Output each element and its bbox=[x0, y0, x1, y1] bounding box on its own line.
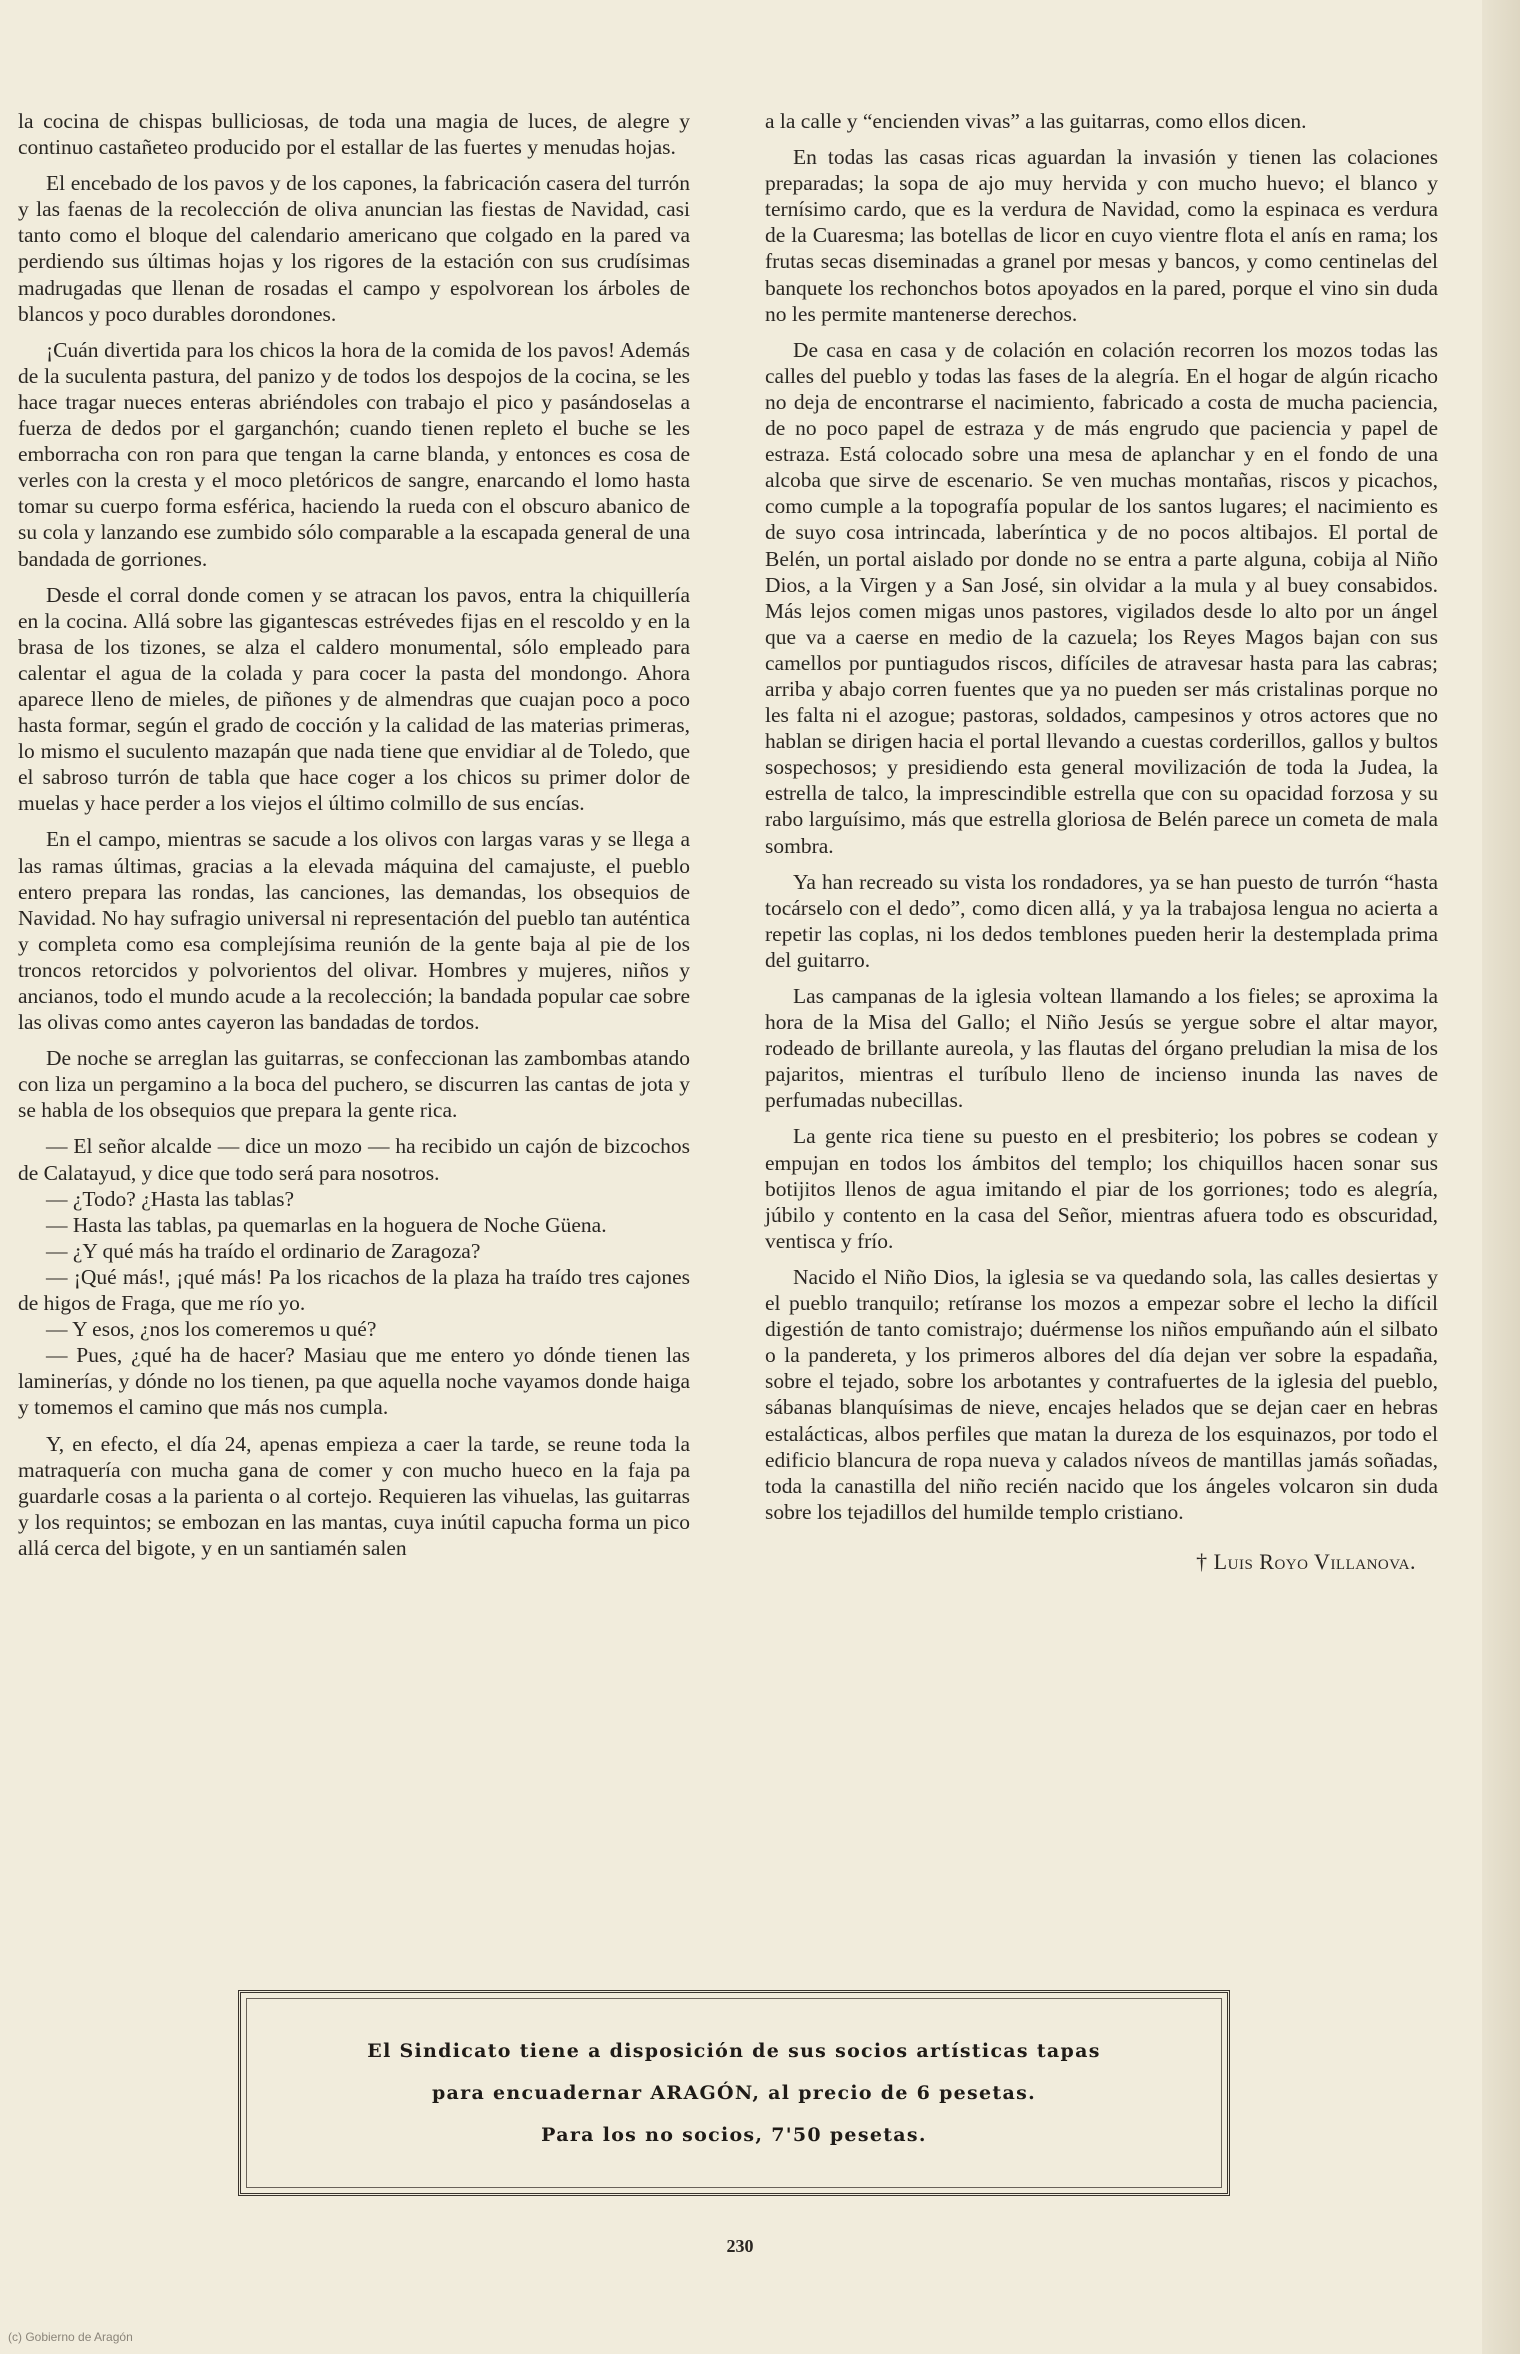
paragraph: Nacido el Niño Dios, la iglesia se va quedando sola, las calles desiertas y el pueblo tranquilo; retíranse los mozos a empezar sobre el lecho la difícil digestión de tanto comistrajo; duérmense los niños empuñando aún el silbato o la pandereta, y los primeros albores del día dejan ver sobre la espadaña, sobre el tejado, sobre los arbotantes y contrafuertes de la iglesia del pueblo, sábanas blanquísimas de nieve, encajes helados que se dejan caer en hebras estalácticas, albos perfiles que matan la dureza de los esquinazos, por todo el edificio blancura de ropa nueva y calados níveos de mantillas jamás soñadas, toda la canastilla del niño recién nacido que los ángeles volcaron sin duda sobre los tejadillos del humilde templo cristiano. bbox=[765, 1264, 1438, 1524]
dialogue-line: — ¿Y qué más ha traído el ordinario de Zaragoza? bbox=[46, 1238, 481, 1263]
page-number: 230 bbox=[726, 2236, 754, 2256]
paragraph: Y, en efecto, el día 24, apenas empieza a caer la tarde, se reune toda la matraquería con mucha gana de comer y con mucho hueco en la faja pa guardarle cosas a la parienta o al cortejo. Requieren las vihuelas, las guitarras y los requintos; se embozan en las mantas, cuya inútil capucha forma un pico allá cerca del bigote, y en un santiamén salen bbox=[18, 1431, 690, 1560]
paragraph: Desde el corral donde comen y se atracan los pavos, entra la chiquillería en la cocina. Allá sobre las gigantescas estrévedes fijas en el rescoldo y en la brasa de los tizones, se alza el caldero monumental, sólo empleado para calentar el agua de la colada y para cocer la pasta del mondongo. Ahora aparece lleno de mieles, de piñones y de almendras que cuajan poco a poco hasta formar, según el grado de cocción y la calidad de las materias primeras, lo mismo el suculento mazapán que nada tiene que envidiar al de Toledo, que el sabroso turrón de tabla que hace coger a los chicos su primer dolor de muelas y hace perder a los viejos el último colmillo de sus encías. bbox=[18, 582, 690, 816]
paragraph: La gente rica tiene su puesto en el presbiterio; los pobres se codean y empujan en todos los ámbitos del templo; los chiquillos hacen sonar sus botijitos llenos de agua imitando el piar de los gorriones; todo es alegría, júbilo y contento en la casa del Señor, mientras afuera todo es obscuridad, ventisca y frío. bbox=[765, 1124, 1438, 1253]
right-column bbox=[765, 108, 1438, 1575]
dialogue-line: — ¿Todo? ¿Hasta las tablas? bbox=[46, 1186, 295, 1211]
copyright-credit: (c) Gobierno de Aragón bbox=[8, 2330, 133, 2344]
page-edge bbox=[1482, 0, 1520, 2354]
dialogue-line: — Y esos, ¿nos los comeremos u qué? bbox=[46, 1317, 377, 1342]
paragraph: Las campanas de la iglesia voltean llamando a los fieles; se aproxima la hora de la Misa del Gallo; el Niño Jesús se yergue sobre el altar mayor, rodeado de brillante aureola, y las flautas del órgano preludian la misa de los pajaritos, mientras el turíbulo lleno de incienso inunda las naves de perfumadas nubecillas. bbox=[765, 984, 1438, 1113]
notice-line: Para los no socios, 7'50 pesetas. bbox=[541, 2124, 927, 2146]
notice-line: El Sindicato tiene a disposición de sus socios artísticas tapas bbox=[367, 2040, 1101, 2062]
paragraph: De noche se arreglan las guitarras, se confeccionan las zambombas atando con liza un pergamino a la boca del puchero, se discurren las cantas de jota y se habla de los obsequios que prepara la gente rica. bbox=[18, 1046, 690, 1123]
paragraph: De casa en casa y de colación en colación recorren los mozos todas las calles del pueblo y todas las fases de la alegría. En el hogar de algún ricacho no deja de encontrarse el nacimiento, fabricado a costa de mucha paciencia, de no poco papel de estraza y de más engrudo que paciencia y papel de estraza. Está colocado sobre una mesa de aplanchar y en el fondo de una alcoba que sirve de escenario. Se ven muchas montañas, riscos y picachos, como cumple a la topografía popular de los santos lugares; el nacimiento es de suyo cosa intrincada, laberíntica y de no pocos altibajos. El portal de Belén, un portal aislado por donde no se entra a parte alguna, cobija al Niño Dios, a la Virgen y a San José, sin olvidar a la mula y al buey consabidos. Más lejos comen migas unos pastores, vigilados desde lo alto por un ángel que va a caerse en medio de la cazuela; los Reyes Magos bajan con sus camellos por puntiagudos riscos, difíciles de atravesar hasta para las cabras; arriba y abajo corren fuentes que ya no pueden ser más cristalinas porque no les falta ni el azogue; pastoras, soldados, campesinos y otros actores que no hablan se dirigen hacia el portal llevando a cuestas corderillos, gallos y bultos sospechosos; y presidiendo esta general movilización de toda la Judea, la estrella de talco, la imprescindible estrella que con su opacidad forzosa y su rabo larguísimo, más que estrella gloriosa de Belén parece un cometa de mala sombra. bbox=[765, 337, 1438, 858]
paragraph: a la calle y “encienden vivas” a las guitarras, como ellos dicen. bbox=[765, 109, 1307, 133]
paragraph: Ya han recreado su vista los rondadores, ya se han puesto de turrón “hasta tocárselo con el dedo”, como dicen allá, y ya la trabajosa lengua no acierta a repetir las coplas, ni los dedos temblones pueden herir la destemplada prima del guitarro. bbox=[765, 869, 1438, 972]
dialogue-line: — El señor alcalde — dice un mozo — ha recibido un cajón de bizcochos de Calatayud, y dice que todo será para nosotros. bbox=[18, 1134, 690, 1185]
left-column bbox=[18, 108, 690, 1571]
paragraph: ¡Cuán divertida para los chicos la hora de la comida de los pavos! Además de la suculenta pastura, del panizo y de todos los despojos de la cocina, se les hace tragar nueces enteras abriéndoles con trabajo el pico y pasándoselas a fuerza de dedos por el garganchón; cuando tienen repleto el buche se les emborracha con ron para que tengan la carne blanda, y entonces es cosa de verles con la cresta y el moco pletóricos de sangre, enarcando el lomo hasta tomar su cuerpo forma esférica, haciendo la rueda con el obscuro abanico de su cola y lanzando ese zumbido sólo comparable a la escapada general de una bandada de gorriones. bbox=[18, 337, 690, 571]
dialogue-line: — Pues, ¿qué ha de hacer? Masiau que me entero yo dónde tienen las laminerías, y dónde no los tienen, pa que aquella noche vayamos donde haiga y tomemos el camino que más nos cumpla. bbox=[18, 1343, 690, 1420]
paragraph: En todas las casas ricas aguardan la invasión y tienen las colaciones preparadas; la sopa de ajo muy hervida y con mucho huevo; el blanco y ternísimo cardo, que es la verdura de Navidad, como la espinaca es verdura de la Cuaresma; las botellas de licor en cuyo vientre flota el anís en rama; los frutas secas diseminadas a granel por mesas y bancos, y como centinelas del banquete los rechonchos botos apoyados en la pared, porque el vino sin duda no les permite mantenerse derechos. bbox=[765, 145, 1438, 326]
paragraph: la cocina de chispas bulliciosas, de toda una magia de luces, de alegre y continuo castañeteo producido por el estallar de las fuertes y menudas hojas. bbox=[18, 109, 690, 160]
dialogue-line: — Hasta las tablas, pa quemarlas en la hoguera de Noche Güena. bbox=[46, 1212, 607, 1237]
author-signature: † Luis Royo Villanova. bbox=[1196, 1548, 1416, 1574]
paragraph: El encebado de los pavos y de los capones, la fabricación casera del turrón y las faenas de la recolección de oliva anuncian las fiestas de Navidad, casi tanto como el bloque del calendario americano que colgado en la pared va perdiendo sus últimas hojas y los rigores de la estación con sus crudísimas madrugadas que llenan de rosadas el campo y espolvorean los árboles de blancos y poco durables dorondones. bbox=[18, 171, 690, 326]
paragraph: En el campo, mientras se sacude a los olivos con largas varas y se llega a las ramas últimas, gracias a la elevada máquina del camajuste, el pueblo entero prepara las rondas, las canciones, las demandas, los obsequios de Navidad. No hay sufragio universal ni representación del pueblo tan auténtica y completa como esa complejísima reunión de la gente baja al pie de los troncos retorcidos y polvorientos del olivar. Hombres y mujeres, niños y ancianos, todo el mundo acude a la recolección; la bandada popular cae sobre las olivas como antes cayeron las bandadas de tordos. bbox=[18, 827, 690, 1035]
dialogue-line: — ¡Qué más!, ¡qué más! Pa los ricachos de la plaza ha traído tres cajones de higos de Fraga, que me río yo. bbox=[18, 1264, 690, 1316]
notice-line: para encuadernar ARAGÓN, al precio de 6 pesetas. bbox=[431, 2082, 1037, 2104]
subscription-notice-box bbox=[238, 1990, 1230, 2196]
